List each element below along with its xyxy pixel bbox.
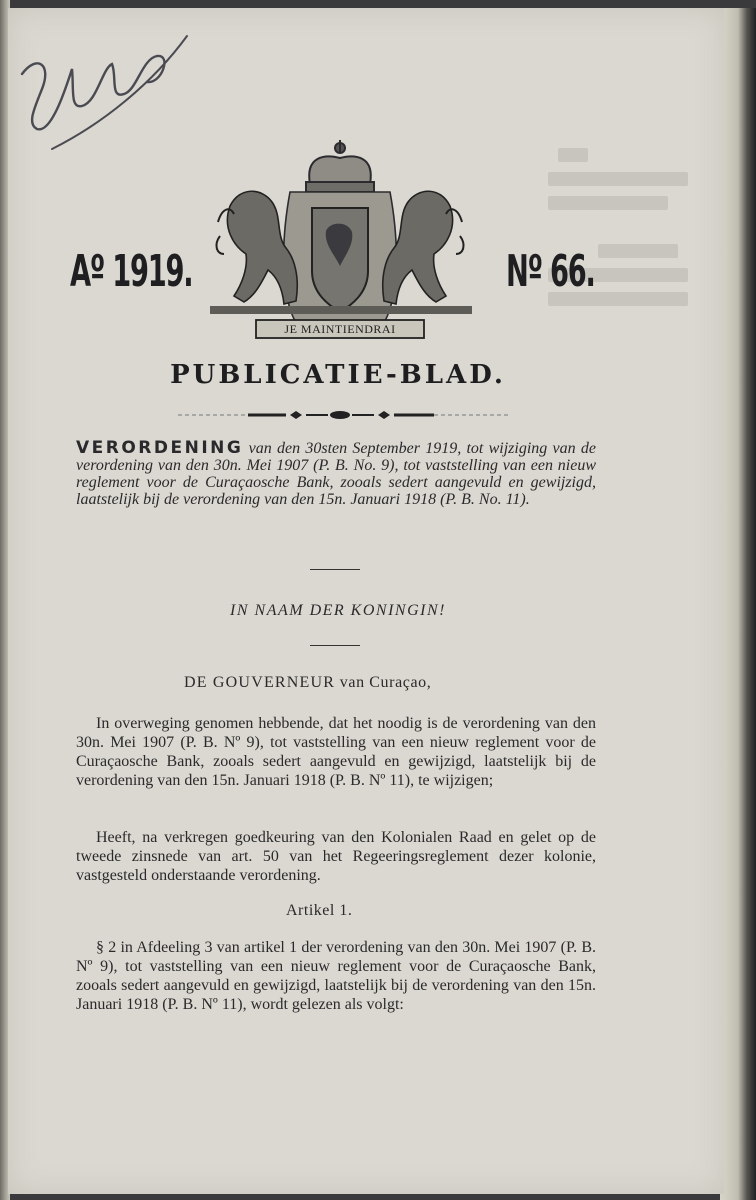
separator-rule [310, 645, 360, 646]
separator-rule [310, 569, 360, 570]
page-title: PUBLICATIE-BLAD. [170, 360, 506, 390]
considering-paragraph [76, 714, 596, 790]
coat-of-arms-icon [200, 136, 480, 346]
enacting-text: Heeft, na verkregen goedkeuring van den Kolonialen Raad en gelet op de tweede zinsnede van art. 50 van het Regeeringsreglement dezer kolonie, vastgesteld onderstaande verordening. [76, 829, 596, 884]
publication-year: Aº 1919. [70, 246, 193, 297]
crest-motto: JE MAINTIENDRAI [284, 322, 396, 336]
ordinance-heading [76, 440, 596, 508]
document-page [8, 8, 724, 1194]
issuer-title: DE GOUVERNEUR [184, 674, 336, 691]
issuer-line [184, 674, 431, 692]
publication-number: Nº 66. [506, 246, 595, 297]
ordinance-description: van den 30sten September 1919, tot wijziging van de verordening van den 30n. Mei 1907 (P. B. No. 9), tot vaststelling van een nieuw reglement voor de Curaçaosche Bank, zooals sedert aangevuld en gewijzigd, laatstelijk bij de verordening van den 15n. Januari 1918 (P. B. No. 11). [76, 440, 597, 508]
handwritten-initials [12, 14, 202, 174]
article-heading: Artikel 1. [286, 902, 353, 919]
ordinance-label: VERORDENING [76, 438, 244, 458]
article-paragraph [76, 938, 596, 1014]
enacting-paragraph [76, 828, 596, 885]
issuer-rest: van Curaçao, [339, 674, 432, 691]
invocation: IN NAAM DER KONINGIN! [230, 602, 446, 619]
divider-ornament [178, 408, 508, 422]
page-stack-edge [720, 8, 756, 1200]
considering-text: In overweging genomen hebbende, dat het noodig is de verordening van den 30n. Mei 1907 (P. B. Nº 9), tot vaststelling van een nieuw reglement voor de Curaçaosche Bank, zooals sedert aangevuld en gewijzigd, laatstelijk bij de verordening van den 15n. Januari 1918 (P. B. Nº 11), te wijzigen; [76, 715, 596, 789]
article-text: § 2 in Afdeeling 3 van artikel 1 der verordening van den 30n. Mei 1907 (P. B. Nº 9), tot vaststelling van een nieuw reglement voor de Curaçaosche Bank, zooals sedert aangevuld en gewijzigd, laatstelijk bij de verordening van den 15n. Januari 1918 (P. B. Nº 11), wordt gelezen als volgt: [76, 939, 596, 1013]
